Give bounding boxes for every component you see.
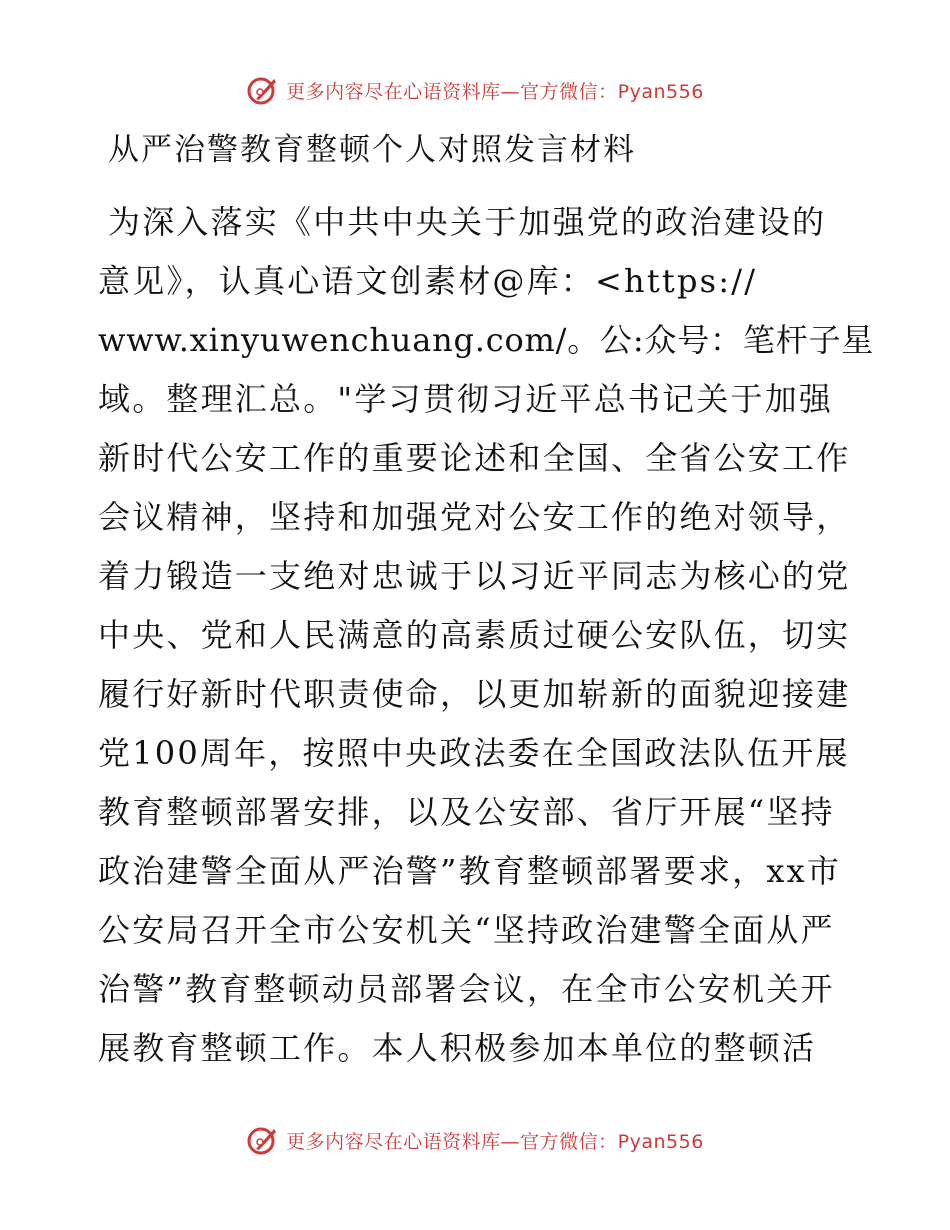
body-line-4: 域。整理汇总。"学习贯彻习近平总书记关于加强 [98, 380, 834, 418]
body-line-12: 政治建警全面从严治警”教育整顿部署要求，xx市 [98, 852, 842, 890]
quill-pen-logo-icon [246, 73, 280, 107]
quill-pen-logo-icon [246, 1123, 280, 1157]
body-line-7: 着力锻造一支绝对忠诚于以习近平同志为核心的党 [98, 557, 851, 595]
body-line-8: 中央、党和人民满意的高素质过硬公安队伍，切实 [98, 616, 851, 654]
footer-banner-text: 更多内容尽在心语资料库—官方微信：Pyan556 [286, 1130, 704, 1153]
body-line-3: www.xinyuwenchuang.com/。公:众号：笔杆子星 [98, 321, 875, 359]
document-title: 从严治警教育整顿个人对照发言材料 [108, 132, 636, 168]
header-banner [0, 70, 950, 110]
body-line-6: 会议精神，坚持和加强党对公安工作的绝对领导， [98, 498, 851, 536]
body-line-5: 新时代公安工作的重要论述和全国、全省公安工作 [98, 439, 851, 477]
body-line-14: 治警”教育整顿动员部署会议，在全市公安机关开 [98, 970, 835, 1008]
body-line-2: 意见》，认真心语文创素材@库：<https:// [98, 262, 758, 300]
body-line-11: 教育整顿部署安排，以及公安部、省厅开展“坚持 [98, 793, 835, 831]
body-line-15: 展教育整顿工作。本人积极参加本单位的整顿活 [98, 1029, 817, 1067]
header-banner-text: 更多内容尽在心语资料库—官方微信：Pyan556 [286, 80, 704, 103]
body-line-10: 党100周年，按照中央政法委在全国政法队伍开展 [98, 734, 850, 772]
body-line-1: 为深入落实《中共中央关于加强党的政治建设的 [108, 203, 827, 241]
body-line-9: 履行好新时代职责使命，以更加崭新的面貌迎接建 [98, 675, 851, 713]
body-line-13: 公安局召开全市公安机关“坚持政治建警全面从严 [98, 911, 835, 949]
document-body [98, 193, 875, 1078]
footer-banner [0, 1120, 950, 1160]
